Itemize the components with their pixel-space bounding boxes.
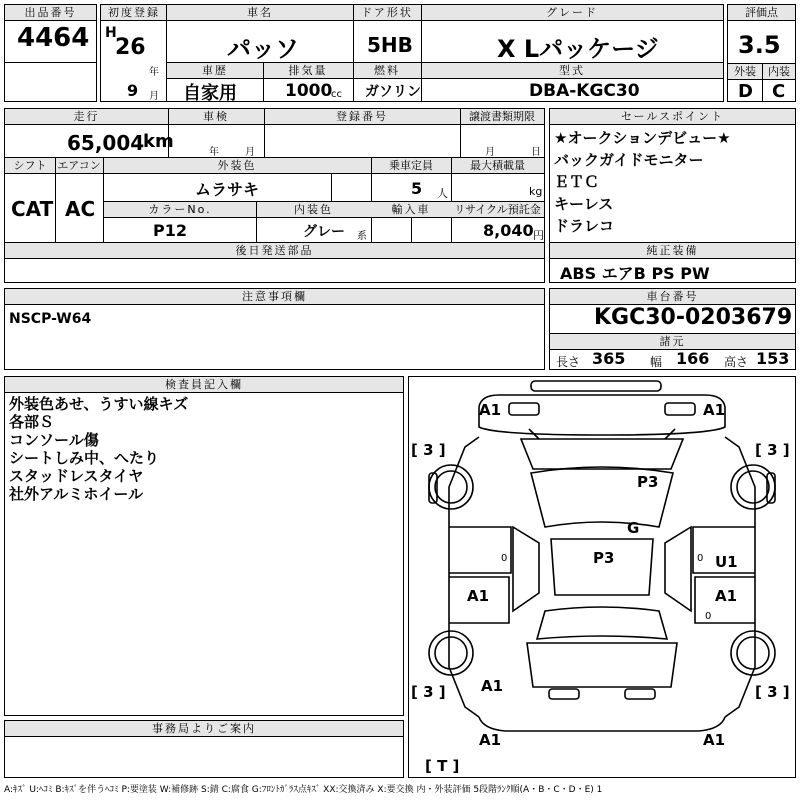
mark-rl-bottom: A1 (479, 731, 502, 749)
caution-box (4, 288, 545, 370)
car-diagram (408, 376, 796, 778)
first-reg-year: 26 (115, 35, 146, 60)
chassis-box (549, 288, 796, 370)
shift: CAT (11, 197, 54, 221)
first-reg-month: 9 (127, 81, 139, 100)
inspector-note: 社外アルミホイール (9, 485, 144, 503)
inspector-note: 外装色あせ、うすい線キズ (9, 395, 189, 413)
spare-tire: [ T ] (425, 757, 460, 775)
recycle-header: リサイクル預託金 (451, 202, 544, 218)
intcolor-header: 内装色 (256, 202, 371, 218)
tire-front-right: [ 3 ] (755, 441, 790, 459)
color-no: P12 (153, 221, 187, 240)
sales-points-header: セールスポイント (550, 109, 795, 125)
equipment: ABS エアB PS PW (560, 264, 710, 283)
car-name-header: 車名 (167, 5, 353, 21)
displacement-unit: cc (331, 89, 342, 100)
mark-right-side: U1 (715, 553, 738, 571)
d9 (411, 217, 412, 242)
div1 (166, 5, 167, 102)
width: 166 (676, 349, 710, 368)
car-outline (409, 377, 795, 777)
sales-point-item: バックガイドモニター (554, 151, 704, 169)
mark-roof2: P3 (593, 549, 615, 567)
office-header: 事務局よりご案内 (5, 721, 403, 737)
d7 (451, 158, 452, 242)
mark-left-door: A1 (467, 587, 490, 605)
door-header: ドア形状 (353, 5, 421, 21)
mileage-header: 走行 (5, 109, 168, 125)
length-label: 長さ (556, 355, 581, 369)
later-parts-header: 後日発送部品 (5, 243, 544, 259)
d5 (103, 158, 104, 242)
tire-front-left: [ 3 ] (411, 441, 446, 459)
tire-rear-left: [ 3 ] (411, 683, 446, 701)
colorno-header: カラーNo. (104, 202, 256, 218)
first-reg-month-unit: 月 (149, 91, 159, 102)
capacity-header: 乗車定員 (371, 158, 451, 174)
lot-divider (5, 62, 96, 63)
transfer-header: 譲渡書類期限 (460, 109, 544, 125)
import-header: 輸入車 (371, 202, 451, 218)
legend: A:ｷｽﾞ U:ﾍｺﾐ B:ｷｽﾞを伴うﾍｺﾐ P:要塗装 W:補修跡 S:錆 C:腐食 G:ﾌﾛﾝﾄｶﾞﾗｽ点ｷｽﾞ XX:交換済み X:要交換 内・外装評価 5段階ﾗﾝｸ順(A・B・C・D・E) 1 (4, 785, 603, 795)
chassis-number: KGC30-0203679 (594, 305, 793, 330)
ext-color: ムラサキ (195, 180, 260, 199)
d3 (460, 109, 461, 157)
d4 (55, 158, 56, 242)
mark-right-door: A1 (715, 587, 738, 605)
int-color-suffix: 系 (357, 231, 367, 242)
sales-point-item: ★オークションデビュー★ (554, 129, 731, 147)
mark-rr-bottom: A1 (703, 731, 726, 749)
ext-score: D (738, 81, 753, 102)
d8 (256, 202, 257, 242)
first-reg-era: H (105, 25, 117, 41)
transfer-day-unit: 日 (531, 147, 541, 158)
first-reg-header: 初度登録 (101, 5, 167, 21)
capacity: 5 (411, 179, 423, 198)
sales-point-item: キーレス (554, 195, 614, 213)
div2 (353, 5, 354, 62)
div4 (263, 63, 264, 102)
history: 自家用 (183, 83, 237, 104)
width-label: 幅 (650, 355, 663, 369)
div5 (353, 63, 354, 102)
d2 (264, 109, 265, 157)
dims-header: 諸元 (550, 333, 795, 350)
model: DBA-KGC30 (529, 81, 640, 101)
capacity-unit: 人 (437, 187, 448, 200)
sales-point-item: ドラレコ (554, 217, 615, 235)
door-type: 5HB (367, 33, 413, 57)
transfer-month-unit: 月 (485, 147, 495, 158)
inspection-year-unit: 年 (209, 147, 219, 158)
aircon-header: エアコン (55, 158, 103, 174)
mark-roof: G (627, 519, 640, 537)
fuel: ガソリン (365, 84, 421, 100)
caution-header: 注意事項欄 (5, 289, 544, 305)
office-box (4, 720, 404, 778)
grade-header: グレード (421, 5, 723, 21)
d6 (371, 158, 372, 242)
inspector-note: シートしみ中、へたり (9, 449, 160, 467)
mark-front-left: A1 (479, 401, 502, 419)
recycle: 8,040 (483, 221, 534, 240)
sales-points-list (550, 127, 795, 237)
sales-points-box (549, 108, 796, 283)
length: 365 (592, 349, 626, 368)
aircon: AC (65, 197, 96, 221)
mark-right-rear-zero: 0 (705, 611, 712, 622)
score-value: 3.5 (738, 31, 781, 59)
inspector-note: スタッドレスタイヤ (9, 467, 144, 485)
lot-number: 4464 (17, 23, 90, 53)
int-header: 内装 (762, 63, 795, 80)
div3 (421, 5, 422, 62)
mark-front-right: A1 (703, 401, 726, 419)
mark-right-front-zero: 0 (697, 553, 704, 564)
displacement: 1000 (285, 81, 333, 101)
mileage-unit: km (143, 131, 174, 152)
grade: X Lパッケージ (497, 35, 659, 63)
mark-hood: P3 (637, 473, 659, 491)
first-reg-year-unit: 年 (149, 67, 159, 78)
displacement-header: 排気量 (263, 63, 353, 79)
fuel-header: 燃料 (353, 63, 421, 79)
height: 153 (756, 349, 790, 368)
recycle-unit: 円 (533, 229, 544, 242)
equipment-header: 純正装備 (550, 243, 795, 259)
sales-point-item: ＥＴＣ (554, 173, 600, 191)
div6 (421, 63, 422, 102)
mileage: 65,004 (67, 131, 145, 155)
inspection-header: 車検 (168, 109, 264, 125)
score-div (762, 63, 763, 102)
maxload-header: 最大積載量 (451, 158, 544, 174)
maxload-unit: kg (529, 185, 543, 198)
mark-left-front-zero: 0 (501, 553, 508, 564)
tire-rear-right: [ 3 ] (755, 683, 790, 701)
car-name: パッソ (227, 35, 299, 63)
inspector-notes (5, 395, 403, 503)
spec-table (100, 4, 724, 102)
inspection-month-unit: 月 (245, 147, 255, 158)
shift-header: シフト (5, 158, 55, 174)
ext-header: 外装 (728, 63, 762, 80)
mark-rear-left: A1 (481, 677, 504, 695)
int-score: C (772, 81, 786, 102)
inspector-note: コンソール傷 (9, 431, 99, 449)
caution-text: NSCP-W64 (9, 311, 92, 327)
chassis-header: 車台番号 (550, 289, 795, 305)
d7b (331, 173, 332, 201)
extcolor-header: 外装色 (103, 158, 371, 174)
int-color: グレー (303, 224, 345, 240)
inspector-header: 検査員記入欄 (5, 377, 403, 393)
lot-box (4, 4, 97, 102)
score-header: 評価点 (728, 5, 795, 21)
inspector-box (4, 376, 404, 716)
model-header: 型式 (421, 63, 723, 79)
height-label: 高さ (724, 355, 749, 369)
regno-header: 登録番号 (264, 109, 460, 125)
score-box (727, 4, 796, 102)
inspector-note: 各部Ｓ (9, 413, 55, 431)
details-table (4, 108, 545, 283)
history-header: 車歴 (167, 63, 263, 79)
lot-header: 出品番号 (5, 5, 96, 21)
